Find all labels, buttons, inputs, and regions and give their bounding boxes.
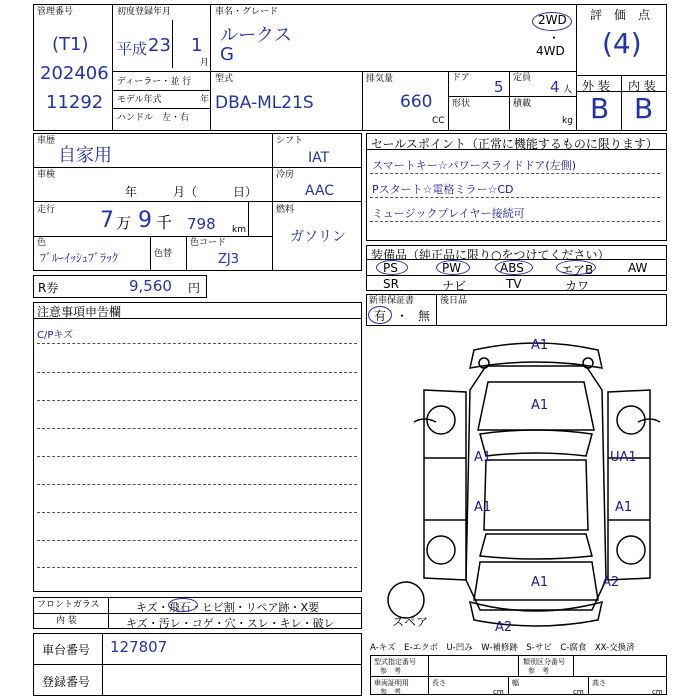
displacement-label: 排気量 xyxy=(366,74,394,84)
r-value: 9,560 xyxy=(129,277,172,295)
r-unit: 円 xyxy=(188,281,201,295)
damage-rear-quarter: A2 xyxy=(602,575,620,590)
interior-score: B xyxy=(634,92,654,125)
doors-label: ドア xyxy=(452,73,470,83)
chassis-label: 車台番号 xyxy=(42,643,91,657)
fuel-value: ガソリン xyxy=(290,229,346,245)
type-cert-label: 型式指定番号 xyxy=(374,658,416,666)
mgmt-label: 管理番号 xyxy=(37,7,74,17)
mileage-sen: 9 xyxy=(138,208,152,233)
damage-left-front: A1 xyxy=(474,450,492,465)
history-label: 車歴 xyxy=(37,136,56,146)
era: 平成 xyxy=(117,40,148,58)
damage-right-rear: A1 xyxy=(615,500,633,515)
color-code: ZJ3 xyxy=(218,252,240,267)
reg-label: 登録番号 xyxy=(42,675,91,689)
mgmt-t: (T1) xyxy=(52,34,89,55)
equip-pw: PW xyxy=(442,261,462,275)
grade: G xyxy=(220,44,234,65)
damage-rear-bumper: A2 xyxy=(495,620,513,635)
model-year-label: モデル年式 xyxy=(117,95,162,105)
exterior-label: 外 装 xyxy=(582,79,610,93)
length-label: 長さ xyxy=(432,679,446,687)
length-unit: cm xyxy=(493,688,504,696)
history-value: 自家用 xyxy=(58,145,112,166)
sales-point-3: ミュージックプレイヤー接続可 xyxy=(372,207,525,220)
width-unit: cm xyxy=(573,688,584,696)
car-diagram xyxy=(366,330,667,635)
warranty-label: 新車保証書 xyxy=(369,296,415,306)
interior-cond-text: キズ・汚レ・コゲ・穴・スレ・キレ・破レ xyxy=(126,617,335,630)
cc-unit: CC xyxy=(432,116,445,126)
equip-ps: PS xyxy=(383,261,398,275)
r-label: R券 xyxy=(38,281,59,295)
shape-label: 形状 xyxy=(452,99,471,109)
type-label: 型式 xyxy=(215,74,234,84)
height-label: 高さ xyxy=(592,679,606,687)
sales-point-2: Pスタート☆電格ミラー☆CD xyxy=(372,183,514,196)
damage-hood: A1 xyxy=(531,398,549,413)
notes-title: 注意事項申告欄 xyxy=(37,305,122,319)
month-unit: 月 xyxy=(200,58,210,68)
class-ref: 参 考 xyxy=(528,667,549,675)
fuel-label: 燃料 xyxy=(276,205,295,215)
shift-value: IAT xyxy=(308,150,330,166)
drive-dot: ・ xyxy=(548,31,561,45)
sales-point-1: スマートキー☆パワースライドドア(左側) xyxy=(372,159,577,172)
score-label: 評 価 点 xyxy=(590,8,651,22)
load-label: 積載 xyxy=(513,99,532,109)
class-label: 類別区分番号 xyxy=(523,658,565,666)
doors: 5 xyxy=(494,78,504,96)
score: (4) xyxy=(602,27,642,60)
vehicle-cert-label: 車両証明用 xyxy=(374,679,409,687)
damage-rear: A1 xyxy=(531,575,549,590)
after-label: 後日品 xyxy=(440,296,468,306)
type-cert-ref: 参 考 xyxy=(380,667,401,675)
equip-tv: TV xyxy=(506,277,522,291)
width-label: 幅 xyxy=(512,679,519,687)
damage-front-bumper: A1 xyxy=(531,338,549,353)
capacity-label: 定員 xyxy=(513,73,532,83)
equip-navi: ナビ xyxy=(442,279,467,293)
capacity: 4 xyxy=(550,78,560,96)
exterior-score: B xyxy=(590,92,610,125)
shift-label: シフト xyxy=(276,136,304,146)
first-reg-month: 1 xyxy=(191,35,203,56)
ac-label: 冷房 xyxy=(276,170,295,180)
car-name: ルークス xyxy=(220,25,292,46)
mileage-label: 走行 xyxy=(37,205,56,215)
notes-frame xyxy=(33,302,362,592)
notes-text: C/Pキズ xyxy=(37,330,74,341)
inspection-label: 車検 xyxy=(37,170,56,180)
warranty-no: 無 xyxy=(418,309,431,323)
mileage-man: 7 xyxy=(100,208,114,233)
dealer-label: ディーラー・並 行 xyxy=(117,77,192,87)
sen-unit: 千 xyxy=(156,213,173,232)
r-ticket-frame xyxy=(33,275,207,298)
warranty-dot: ・ xyxy=(396,309,409,323)
drive-2wd: 2WD xyxy=(538,13,567,27)
color-code-label: 色コード xyxy=(190,238,227,248)
damage-right-front: UA1 xyxy=(610,450,637,465)
first-reg-label: 初度登録年月 xyxy=(117,7,172,17)
ac-value: AAC xyxy=(305,183,335,199)
header-frame xyxy=(33,4,667,131)
equip-leather: カワ xyxy=(565,279,590,293)
color-label: 色 xyxy=(37,238,47,248)
chassis-number: 127807 xyxy=(110,638,168,656)
displacement: 660 xyxy=(400,92,433,112)
equip-abs: ABS xyxy=(500,261,524,275)
chip-circle xyxy=(168,598,198,612)
front-glass-text: キズ・飛石・ヒビ割・リペア跡・X要 xyxy=(136,601,320,614)
handle-label: ハンドル 左・右 xyxy=(117,113,190,123)
damage-legend: A-キズ E-エクボ U-凹み W-補修跡 S-サビ C-腐食 XX-交換済 xyxy=(370,643,635,653)
interior-label: 内 装 xyxy=(628,79,656,93)
warranty-yes: 有 xyxy=(374,309,387,323)
mgmt-num2: 11292 xyxy=(46,92,104,113)
model-type: DBA-ML21S xyxy=(215,93,314,113)
equip-title: 装備品（純正品に限り○をつけてください） xyxy=(371,248,610,262)
man-unit: 万 xyxy=(116,214,132,232)
equip-airbag: エアB xyxy=(561,263,594,277)
mileage-rest: 798 xyxy=(187,215,216,233)
equip-sr: SR xyxy=(383,277,399,291)
inspection-text: 年 月（ 日） xyxy=(125,185,258,199)
color-change-label: 色替 xyxy=(154,249,173,259)
name-grade-label: 車名・グレード xyxy=(215,7,279,17)
spare-label: スペア xyxy=(392,615,429,629)
vehicle-cert-ref: 参 考 xyxy=(380,688,401,696)
height-unit: cm xyxy=(652,688,663,696)
km-unit: km xyxy=(232,225,246,235)
model-year-unit: 年 xyxy=(200,95,210,105)
sales-title: セールスポイント（正常に機能するものに限ります） xyxy=(371,137,658,151)
color-value: ﾌﾞﾙｰｲｯｼｭﾌﾞﾗｯｸ xyxy=(40,251,119,265)
drive-4wd: 4WD xyxy=(536,44,565,58)
front-glass-label: フロントガラス xyxy=(37,600,100,610)
first-reg-year: 23 xyxy=(148,35,171,56)
kg-unit: kg xyxy=(562,116,573,126)
interior-cond-label: 内 装 xyxy=(56,616,77,626)
equip-aw: AW xyxy=(628,261,648,275)
damage-left-rear: A1 xyxy=(474,500,492,515)
mgmt-num1: 202406 xyxy=(40,63,109,84)
capacity-unit: 人 xyxy=(563,85,573,95)
